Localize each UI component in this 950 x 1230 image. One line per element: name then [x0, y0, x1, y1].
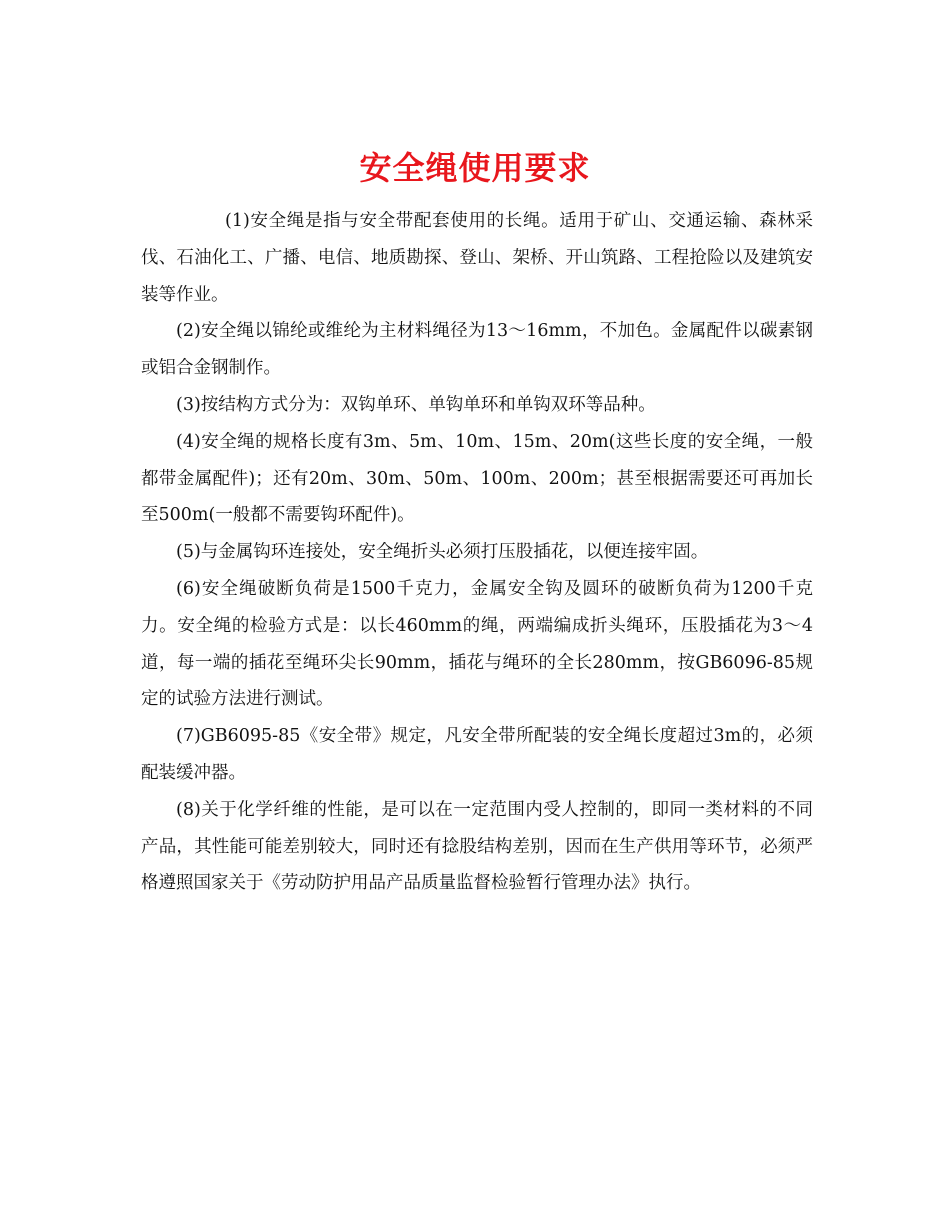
paragraph-4: (4)安全绳的规格长度有3m、5m、10m、15m、20m(这些长度的安全绳，一般都带金属配件)；还有20m、30m、50m、100m、200m；甚至根据需要还可再加长至500m(一般都不需要钩环配件)。	[141, 431, 813, 526]
paragraph-7: (7)GB6095-85《安全带》规定，凡安全带所配装的安全绳长度超过3m的，必须配装缓冲器。	[141, 726, 813, 783]
paragraph-1: (1)安全绳是指与安全带配套使用的长绳。适用于矿山、交通运输、森林采伐、石油化工、广播、电信、地质勘探、登山、架桥、开山筑路、工程抢险以及建筑安装等作业。	[141, 211, 813, 305]
document-body	[141, 203, 813, 902]
paragraph-5: (5)与金属钩环连接处，安全绳折头必须打压股插花，以便连接牢固。	[176, 542, 709, 563]
document-title: 安全绳使用要求	[359, 149, 591, 188]
paragraph-3: (3)按结构方式分为：双钩单环、单钩单环和单钩双环等品种。	[176, 394, 656, 415]
paragraph-2: (2)安全绳以锦纶或维纶为主材料绳径为13～16mm，不加色。金属配件以碳素钢或铝合金钢制作。	[141, 321, 813, 379]
paragraph-8: (8)关于化学纤维的性能，是可以在一定范围内受人控制的，即同一类材料的不同产品，其性能可能差别较大，同时还有捻股结构差别，因而在生产供用等环节，必须严格遵照国家关于《劳动防护用品产品质量监督检验暂行管理办法》执行。	[141, 799, 813, 894]
paragraph-6: (6)安全绳破断负荷是1500千克力，金属安全钩及圆环的破断负荷为1200千克力。安全绳的检验方式是：以长460mm的绳，两端编成折头绳环，压股插花为3～4道，每一端的插花至绳环尖长90mm，插花与绳环的全长280mm，按GB6096-85规定的试验方法进行测试。	[141, 578, 813, 710]
